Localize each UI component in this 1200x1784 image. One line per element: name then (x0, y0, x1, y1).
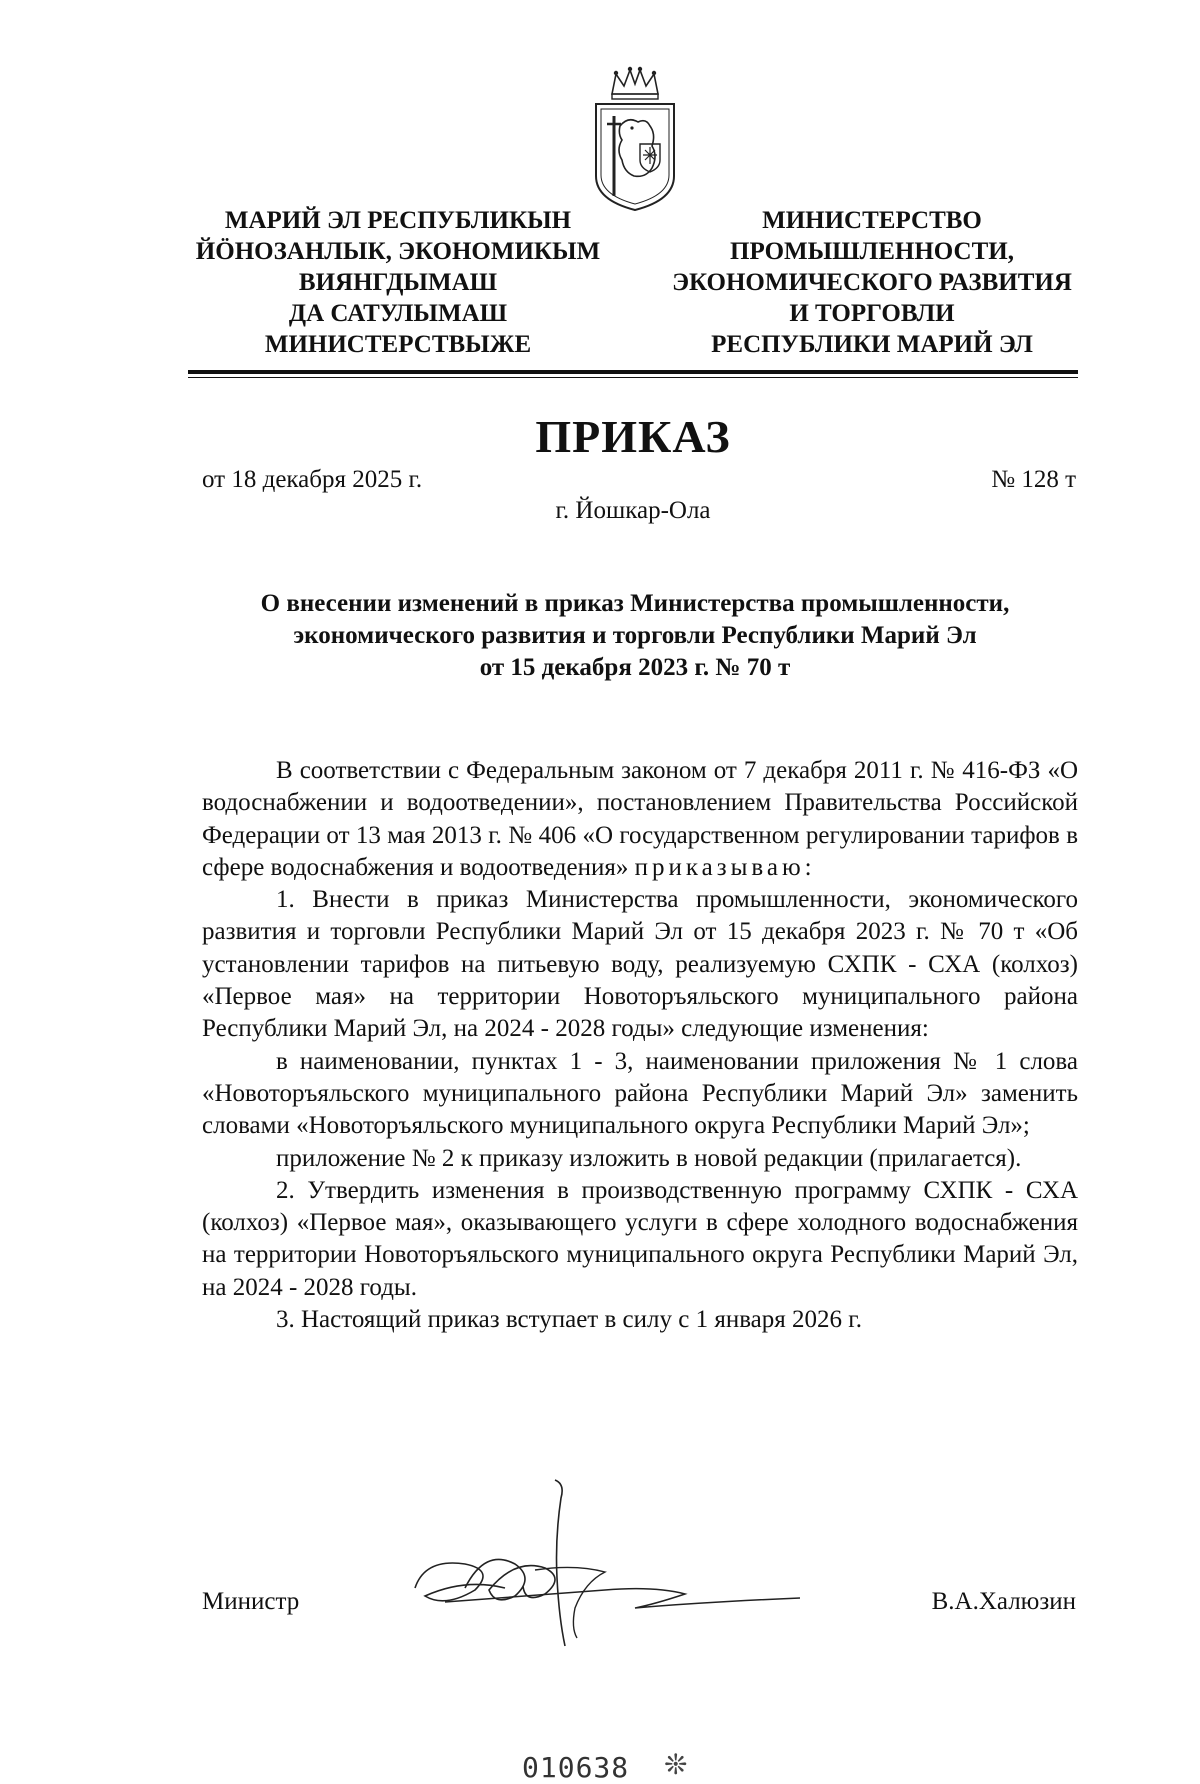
document-serial-number: 010638 (522, 1751, 630, 1784)
header-divider-thick (188, 370, 1078, 374)
subject-line: О внесении изменений в приказ Министерства промышленности, (260, 590, 1010, 617)
order-date: от 18 декабря 2025 г. (202, 466, 423, 493)
subject-line: экономического развития и торговли Республики Марий Эл (293, 622, 977, 649)
header-left-line: ЙÖНОЗАНЛЫК, ЭКОНОМИКЫМ (195, 238, 601, 265)
header-right-line: МИНИСТЕРСТВО (762, 207, 982, 234)
body-paragraph-item-1: 1. Внести в приказ Министерства промышленности, экономического развития и торговли Республики Марий Эл от 15 декабря 2023 г. № 70 т «Об установлении тарифов на питьевую воду, реализуемую СХПК - СХА (колхоз) «Первое мая» на территории Новоторъяльского муниципального района Республики Марий Эл, на 2024 - 2028 годы» следующие изменения: (202, 886, 1078, 1043)
header-left-block (178, 205, 618, 360)
order-number: № 128 т (991, 466, 1076, 493)
order-title: ПРИКАЗ (535, 411, 731, 462)
header-divider-thin (188, 377, 1078, 378)
order-body (202, 755, 1078, 1336)
signatory-role: Министр (202, 1588, 300, 1615)
header-left-line: ВИЯНГДЫМАШ (298, 269, 498, 296)
body-paragraph-item-3: 3. Настоящий приказ вступает в силу с 1 января 2026 г. (276, 1306, 862, 1334)
subject-line: от 15 декабря 2023 г. № 70 т (479, 654, 791, 681)
header-left-line: МИНИСТЕРСТВЫЖЕ (264, 331, 532, 358)
header-right-line: ЭКОНОМИЧЕСКОГО РАЗВИТИЯ (672, 269, 1072, 296)
preamble-keyword: приказываю: (634, 853, 816, 881)
preamble-text: В соответствии с Федеральным законом от 7 декабря 2011 г. № 416-ФЗ «О водоснабжении и водоотведении», постановлением Правительства Российской Федерации от 13 мая 2013 г. № 406 «О государственном регулировании тарифов в сфере водоснабжения и водоотведения» (202, 757, 1078, 881)
header-right-block (652, 205, 1092, 360)
header-right-line: РЕСПУБЛИКИ МАРИЙ ЭЛ (711, 331, 1033, 358)
header-right-line: ПРОМЫШЛЕННОСТИ, (730, 238, 1014, 265)
body-paragraph-item-1-change: в наименовании, пунктах 1 - 3, наименовании приложения № 1 слова «Новоторъяльского муниципального района Республики Марий Эл» заменить словами «Новоторъяльского муниципального округа Республики Марий Эл»; (202, 1047, 1078, 1140)
header-left-line: МАРИЙ ЭЛ РЕСПУБЛИКЫН (224, 207, 572, 234)
order-city: г. Йошкар-Ола (555, 497, 711, 524)
header-right-line: И ТОРГОВЛИ (789, 300, 955, 327)
handwritten-signature (405, 1478, 825, 1658)
asterisk-icon: ❊ (664, 1750, 688, 1781)
signatory-name: В.А.Халюзин (931, 1588, 1076, 1615)
coat-of-arms-icon (590, 64, 680, 214)
body-paragraph-preamble (202, 755, 1078, 884)
body-paragraph-item-2: 2. Утвердить изменения в производственную программу СХПК - СХА (колхоз) «Первое мая», оказывающего услуги в сфере холодного водоснабжения на территории Новоторъяльского муниципального округа Республики Марий Эл, на 2024 - 2028 годы. (202, 1176, 1078, 1301)
order-subject (160, 588, 1110, 684)
body-paragraph-item-1-appendix: приложение № 2 к приказу изложить в новой редакции (прилагается). (276, 1144, 1022, 1172)
header-left-line: ДА САТУЛЫМАШ (288, 300, 508, 327)
